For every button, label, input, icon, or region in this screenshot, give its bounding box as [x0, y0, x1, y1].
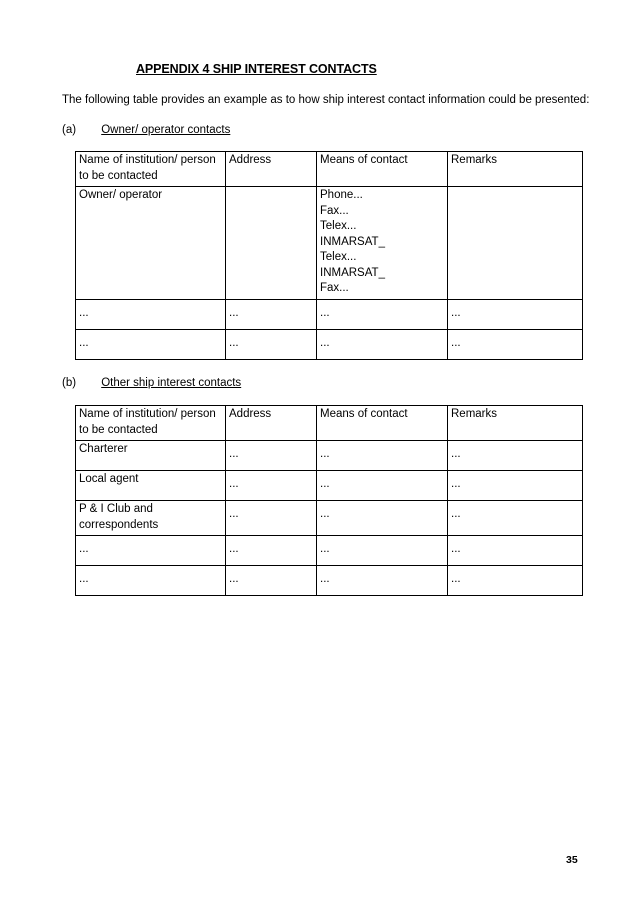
owner-operator-table: [75, 151, 583, 360]
header-remarks: Remarks: [448, 152, 583, 187]
table-row: [76, 441, 583, 471]
intro-paragraph: The following table provides an example as to how ship interest contact information could be presented:: [62, 94, 590, 106]
cell-means: ...: [317, 329, 448, 359]
cell-name: ...: [76, 299, 226, 329]
cell-remarks: ...: [448, 471, 583, 501]
cell-remarks: ...: [448, 299, 583, 329]
header-address: Address: [226, 152, 317, 187]
header-address: Address: [226, 406, 317, 441]
table-header-row: [76, 406, 583, 441]
cell-remarks: ...: [448, 441, 583, 471]
header-means: Means of contact: [317, 152, 448, 187]
table-row: [76, 566, 583, 596]
cell-address: ...: [226, 299, 317, 329]
cell-means: ...: [317, 471, 448, 501]
means-line: Telex...: [320, 251, 357, 263]
section-a-heading: [62, 124, 230, 136]
cell-remarks: ...: [448, 501, 583, 536]
cell-name: ...: [76, 566, 226, 596]
cell-remarks: ...: [448, 329, 583, 359]
other-contacts-table: [75, 405, 583, 596]
cell-address: ...: [226, 471, 317, 501]
means-line: Fax...: [320, 204, 349, 217]
means-line: Phone...: [320, 189, 363, 201]
cell-remarks: ...: [448, 536, 583, 566]
cell-means: ...: [317, 536, 448, 566]
means-line: INMARSAT_: [320, 266, 385, 279]
cell-address: ...: [226, 441, 317, 471]
section-b-title: Other ship interest contacts: [101, 377, 242, 389]
cell-means: ...: [317, 441, 448, 471]
means-line: Telex...: [320, 220, 357, 232]
cell-name: Owner/ operator: [76, 187, 226, 300]
cell-name: Charterer: [76, 441, 226, 471]
table-row: [76, 536, 583, 566]
section-a-title: Owner/ operator contacts: [101, 124, 231, 136]
cell-means: ...: [317, 566, 448, 596]
section-b-label: (b): [62, 377, 77, 389]
cell-name: ...: [76, 329, 226, 359]
cell-remarks: [448, 187, 583, 300]
cell-address: [226, 187, 317, 300]
cell-means: ...: [317, 299, 448, 329]
cell-name: Local agent: [76, 471, 226, 501]
header-name: Name of institution/ person to be contacted: [76, 152, 226, 187]
cell-remarks: ...: [448, 566, 583, 596]
cell-address: ...: [226, 329, 317, 359]
cell-name: ...: [76, 536, 226, 566]
cell-means: [317, 187, 448, 300]
table-row: [76, 501, 583, 536]
table-row: [76, 329, 583, 359]
cell-means: ...: [317, 501, 448, 536]
means-line: INMARSAT_: [320, 235, 385, 248]
header-means: Means of contact: [317, 406, 448, 441]
table-row: [76, 299, 583, 329]
header-name: Name of institution/ person to be contacted: [76, 406, 226, 441]
section-b-heading: [62, 377, 241, 389]
means-line: Fax...: [320, 282, 349, 294]
table-header-row: [76, 152, 583, 187]
header-remarks: Remarks: [448, 406, 583, 441]
table-row: [76, 471, 583, 501]
cell-address: ...: [226, 536, 317, 566]
page-number: 35: [566, 854, 578, 866]
table-row: [76, 187, 583, 300]
section-a-label: (a): [62, 124, 77, 136]
page-title: APPENDIX 4 SHIP INTEREST CONTACTS: [136, 62, 377, 76]
cell-name: P & I Club and correspondents: [76, 501, 226, 536]
cell-address: ...: [226, 566, 317, 596]
cell-address: ...: [226, 501, 317, 536]
